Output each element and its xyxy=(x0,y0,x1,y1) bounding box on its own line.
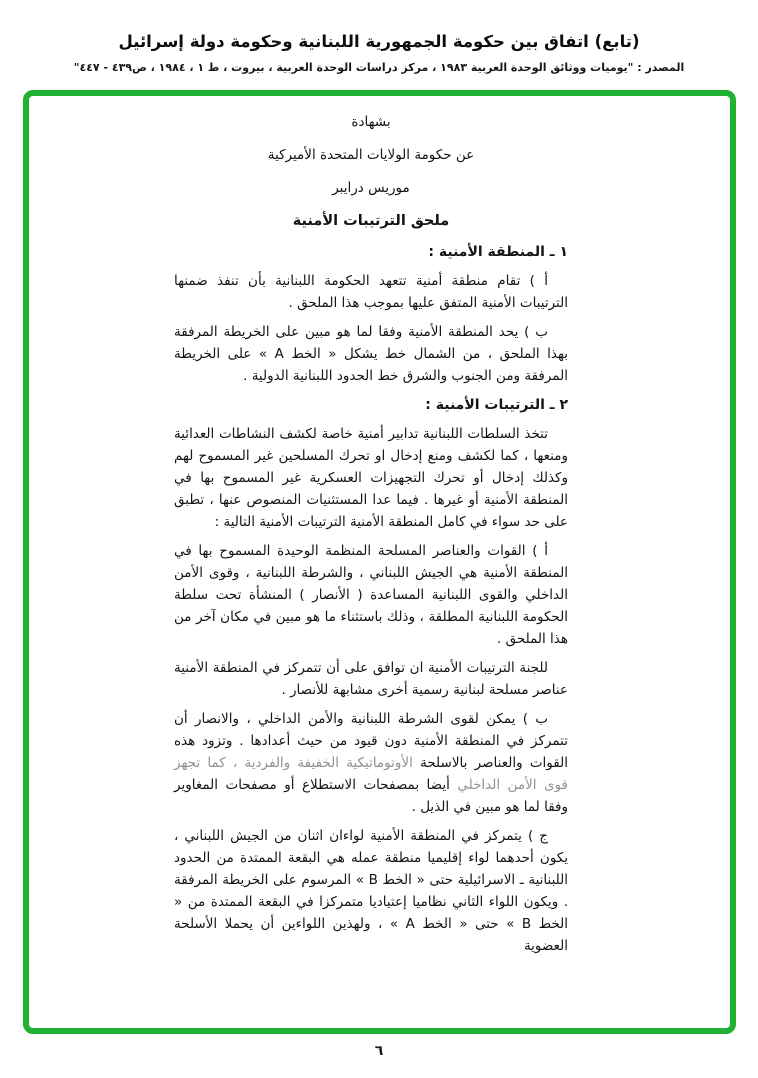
paragraph-b-faded-text: الأوتوماتيكية الخفيفة والفردية ، كما تجهز قوى الأمن الداخلي xyxy=(174,755,568,793)
paragraph-b-text: ب ) يمكن لقوى الشرطة اللبنانية والأمن الداخلي ، والانصار أن تتمركز في المنطقة الأمنية دون قيود من حيث أعدادها . وتزود هذه القوات والعناصر بالاسلحة xyxy=(174,711,568,771)
section-2-committee-paragraph: للجنة الترتيبات الأمنية ان توافق على أن تتمركز في المنطقة الأمنية عناصر مسلحة لبنانية رسمية أخرى مشابهة للأنصار . xyxy=(174,660,568,698)
document-frame xyxy=(23,90,736,1034)
page-title: (تابع) اتفاق بين حكومة الجمهورية اللبنانية وحكومة دولة إسرائيل xyxy=(118,32,640,51)
annex-title: ملحق الترتيبات الأمنية xyxy=(292,213,450,229)
page-footer xyxy=(0,1043,758,1059)
section-2-heading: ٢ ـ الترتيبات الأمنية : xyxy=(425,397,568,413)
attestation-line-3: موريس درايبر xyxy=(332,180,410,196)
section-1-paragraph-a: أ ) تقام منطقة أمنية تتعهد الحكومة اللبنانية بأن تنفذ ضمنها الترتيبات الأمنية المتفق عليها بموجب هذا الملحق . xyxy=(174,273,568,311)
page-header xyxy=(0,0,758,74)
attestation-line-1: بشهادة xyxy=(351,114,391,130)
section-1-paragraph-b: ب ) يحد المنطقة الأمنية وفقا لما هو مبين على الخريطة المرفقة بهذا الملحق ، من الشمال خط يشكل « الخط A » على الخريطة المرفقة ومن الجنوب والشرق خط الحدود اللبنانية الدولية . xyxy=(174,324,568,384)
section-2-paragraph-c: ج ) يتمركز في المنطقة الأمنية لواءان اثنان من الجيش اللبناني ، يكون أحدهما لواء إقليميا منطقة عمله هي البقعة الممتدة من الحدود اللبنانية ـ الاسرائيلية حتى « الخط B » المرسوم على الخريطة المرفقة . ويكون اللواء الثاني نظاميا إعتياديا متمركزا في البقعة الممتدة من « الخط B » حتى « الخط A » ، ولهذين اللواءين أن يحملا الأسلحة العضوية xyxy=(174,828,569,954)
source-citation: المصدر : "يوميات ووثائق الوحدة العربية ١٩٨٣ ، مركز دراسات الوحدة العربية ، بيروت ، ط ١ ، ١٩٨٤ ، ص٤٣٩ - ٤٤٧" xyxy=(73,61,685,74)
paragraph-b-text-end: أيضا بمصفحات الاستطلاع أو مصفحات المغاوير وفقا لما هو مبين في الذيل . xyxy=(174,777,568,815)
section-2-paragraph-b xyxy=(174,708,568,818)
document-body xyxy=(174,109,568,957)
section-2-intro-paragraph: تتخذ السلطات اللبنانية تدابير أمنية خاصة لكشف النشاطات العدائية ومنعها ، كما لكشف ومنع إدخال او تحرك المسلحين غير المسموح لهم وكذلك إدخال أو تحرك التجهيزات العسكرية غير المسموح بها في المنطقة الأمنية أو غيرها . فيما عدا المستثنيات المنصوص عنها ، تطبق على حد سواء في كامل المنطقة الأمنية الترتيبات الأمنية التالية : xyxy=(174,426,568,530)
section-1-heading: ١ ـ المنطقة الأمنية : xyxy=(428,244,568,260)
page-number: ٦ xyxy=(374,1043,384,1059)
section-2-paragraph-a: أ ) القوات والعناصر المسلحة المنظمة الوحيدة المسموح بها في المنطقة الأمنية هي الجيش اللبناني ، والشرطة اللبنانية ، وقوى الأمن الداخلي والقوى اللبنانية المساعدة ( الأنصار ) المنشأة تحت سلطة الحكومة اللبنانية المطلقة ، وذلك باستثناء ما هو مبين في مكان آخر من هذا الملحق . xyxy=(174,543,568,647)
attestation-line-2: عن حكومة الولايات المتحدة الأميركية xyxy=(267,147,475,163)
